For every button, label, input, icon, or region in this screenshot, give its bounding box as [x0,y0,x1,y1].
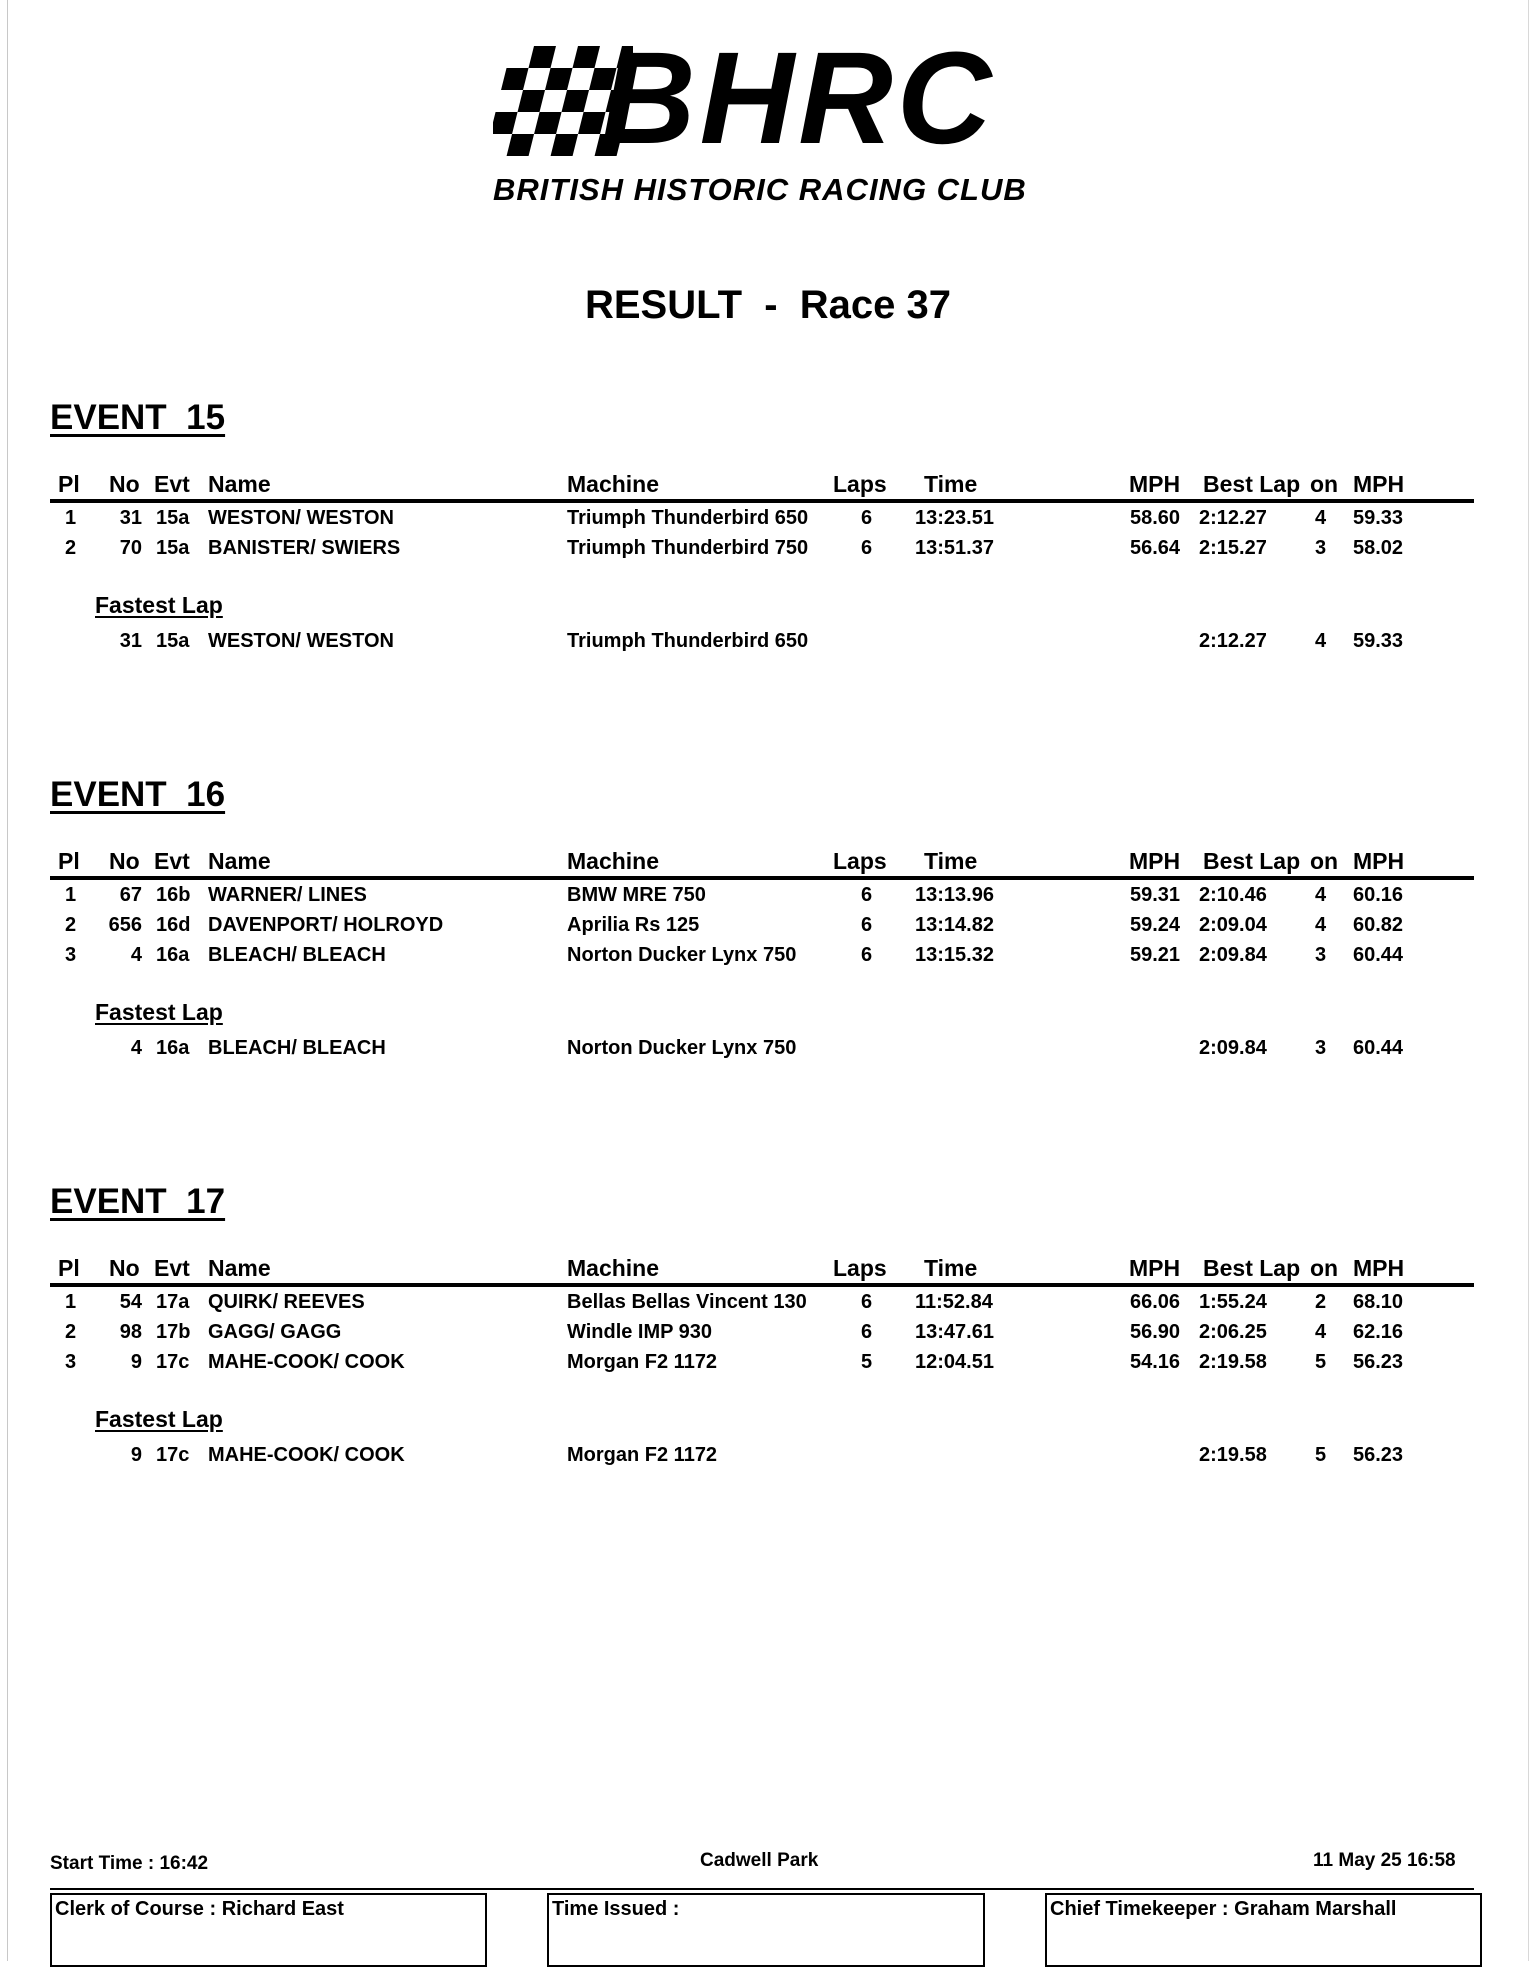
cell-evt: 17c [156,1351,190,1373]
cell-machine: Norton Ducker Lynx 750 [567,1037,797,1059]
cell-machine: Windle IMP 930 [567,1321,713,1343]
cell-evt: 16a [156,944,190,966]
cell-evt: 16b [156,884,191,906]
cell-mph: 56.90 [1130,1321,1181,1343]
cell-best-lap: 2:19.58 [1199,1444,1267,1466]
col-name: Name [208,848,271,874]
cell-name: MAHE-COOK/ COOK [208,1444,405,1466]
col-time: Time [924,1255,978,1281]
logo-wordmark: BHRC [601,24,996,171]
col-on: on [1310,471,1339,497]
fastest-lap-label: Fastest Lap [95,999,223,1025]
col-machine: Machine [567,471,660,497]
cell-mph: 59.24 [1130,914,1181,936]
cell-evt: 16d [156,914,191,936]
time-issued: Time Issued : [552,1898,680,1920]
col-best-mph: MPH [1353,1255,1405,1281]
cell-machine: Morgan F2 1172 [567,1351,718,1373]
cell-best-lap: 2:12.27 [1199,630,1267,652]
cell-pl: 1 [65,1291,77,1313]
col-laps: Laps [833,471,887,497]
col-machine: Machine [567,1255,660,1281]
cell-no: 31 [119,630,142,652]
cell-on: 4 [1315,630,1327,652]
cell-on: 3 [1315,537,1327,559]
cell-on: 3 [1315,944,1327,966]
cell-best-mph: 60.16 [1353,884,1404,906]
cell-on: 3 [1315,1037,1327,1059]
cell-name: MAHE-COOK/ COOK [208,1351,405,1373]
cell-on: 4 [1315,914,1327,936]
start-time: Start Time : 16:42 [50,1853,209,1874]
cell-evt: 17c [156,1444,190,1466]
col-no: No [109,471,140,497]
cell-mph: 54.16 [1130,1351,1181,1373]
cell-laps: 6 [861,537,873,559]
col-pl: Pl [58,471,80,497]
chief-timekeeper-box [1045,1893,1482,1967]
col-name: Name [208,1255,271,1281]
cell-mph: 58.60 [1130,507,1181,529]
cell-laps: 6 [861,507,873,529]
col-no: No [109,848,140,874]
col-name: Name [208,471,271,497]
cell-no: 98 [119,1321,142,1343]
col-pl: Pl [58,1255,80,1281]
col-time: Time [924,471,978,497]
cell-laps: 6 [861,1321,873,1343]
cell-best-mph: 56.23 [1353,1444,1404,1466]
event-title: EVENT 17 [50,1182,226,1221]
cell-pl: 2 [65,914,77,936]
cell-machine: BMW MRE 750 [567,884,706,906]
cell-time: 13:23.51 [915,507,994,529]
col-best-lap: Best Lap [1203,848,1301,874]
col-laps: Laps [833,1255,887,1281]
cell-time: 13:14.82 [915,914,994,936]
cell-no: 4 [130,1037,142,1059]
cell-evt: 17a [156,1291,190,1313]
cell-name: BLEACH/ BLEACH [208,1037,386,1059]
cell-no: 67 [119,884,142,906]
cell-best-lap: 2:19.58 [1199,1351,1267,1373]
logo-subtitle: BRITISH HISTORIC RACING CLUB [493,172,1027,207]
cell-name: DAVENPORT/ HOLROYD [208,914,444,936]
col-best-mph: MPH [1353,471,1405,497]
cell-no: 656 [108,914,142,936]
cell-mph: 66.06 [1130,1291,1181,1313]
cell-name: WESTON/ WESTON [208,630,394,652]
cell-machine: Norton Ducker Lynx 750 [567,944,797,966]
header-rule [50,1283,1474,1287]
cell-name: BANISTER/ SWIERS [208,537,401,559]
cell-machine: Triumph Thunderbird 650 [567,507,809,529]
col-on: on [1310,1255,1339,1281]
col-mph: MPH [1129,848,1181,874]
cell-on: 4 [1315,1321,1327,1343]
cell-pl: 3 [65,944,77,966]
cell-best-mph: 68.10 [1353,1291,1404,1313]
cell-time: 11:52.84 [915,1291,993,1313]
cell-no: 70 [119,537,142,559]
cell-best-lap: 2:09.84 [1199,1037,1267,1059]
col-no: No [109,1255,140,1281]
col-laps: Laps [833,848,887,874]
event-title: EVENT 15 [50,398,226,437]
cell-mph: 59.31 [1130,884,1181,906]
cell-pl: 3 [65,1351,77,1373]
cell-machine: Aprilia Rs 125 [567,914,700,936]
venue: Cadwell Park [700,1850,819,1871]
cell-evt: 17b [156,1321,191,1343]
cell-machine: Triumph Thunderbird 750 [567,537,809,559]
fastest-lap-label: Fastest Lap [95,592,223,618]
cell-laps: 6 [861,884,873,906]
col-evt: Evt [154,471,190,497]
cell-machine: Morgan F2 1172 [567,1444,718,1466]
cell-time: 13:15.32 [915,944,994,966]
cell-name: WARNER/ LINES [208,884,367,906]
cell-pl: 1 [65,507,77,529]
cell-best-mph: 56.23 [1353,1351,1404,1373]
cell-no: 31 [119,507,142,529]
cell-laps: 5 [861,1351,873,1373]
cell-mph: 59.21 [1130,944,1181,966]
cell-machine: Triumph Thunderbird 650 [567,630,809,652]
cell-laps: 6 [861,914,873,936]
col-evt: Evt [154,848,190,874]
cell-evt: 15a [156,507,190,529]
cell-time: 13:13.96 [915,884,994,906]
cell-name: WESTON/ WESTON [208,507,394,529]
time-issued-box [547,1893,985,1967]
cell-best-lap: 1:55.24 [1199,1291,1267,1313]
cell-no: 54 [119,1291,142,1313]
cell-on: 4 [1315,507,1327,529]
header-rule [50,876,1474,880]
cell-best-mph: 60.44 [1353,1037,1404,1059]
col-evt: Evt [154,1255,190,1281]
cell-on: 2 [1315,1291,1327,1313]
cell-name: BLEACH/ BLEACH [208,944,386,966]
chief-timekeeper: Chief Timekeeper : Graham Marshall [1050,1898,1397,1920]
col-time: Time [924,848,978,874]
cell-pl: 2 [65,1321,77,1343]
cell-best-lap: 2:09.04 [1199,914,1267,936]
cell-pl: 1 [65,884,77,906]
cell-evt: 15a [156,630,190,652]
cell-laps: 6 [861,1291,873,1313]
col-machine: Machine [567,848,660,874]
cell-machine: Bellas Bellas Vincent 130 [567,1291,807,1313]
fastest-lap-label: Fastest Lap [95,1406,223,1432]
cell-best-lap: 2:12.27 [1199,507,1267,529]
cell-time: 13:51.37 [915,537,994,559]
cell-best-lap: 2:09.84 [1199,944,1267,966]
cell-evt: 16a [156,1037,190,1059]
cell-best-mph: 59.33 [1353,630,1404,652]
cell-best-mph: 60.44 [1353,944,1404,966]
page-title: RESULT - Race 37 [584,283,952,327]
cell-time: 13:47.61 [915,1321,994,1343]
cell-best-lap: 2:10.46 [1199,884,1267,906]
col-best-lap: Best Lap [1203,1255,1301,1281]
event-title: EVENT 16 [50,775,226,814]
cell-on: 5 [1315,1444,1327,1466]
cell-time: 12:04.51 [915,1351,994,1373]
report-datetime: 11 May 25 16:58 [1313,1850,1456,1871]
cell-on: 4 [1315,884,1327,906]
cell-mph: 56.64 [1130,537,1181,559]
cell-no: 9 [130,1444,142,1466]
footer-rule [50,1888,1474,1890]
cell-no: 4 [130,944,142,966]
col-best-mph: MPH [1353,848,1405,874]
cell-evt: 15a [156,537,190,559]
cell-best-mph: 59.33 [1353,507,1404,529]
cell-pl: 2 [65,537,77,559]
cell-name: GAGG/ GAGG [208,1321,342,1343]
clerk-of-course: Clerk of Course : Richard East [55,1898,344,1920]
bhrc-logo [493,24,1053,215]
col-mph: MPH [1129,1255,1181,1281]
cell-best-mph: 60.82 [1353,914,1404,936]
col-best-lap: Best Lap [1203,471,1301,497]
cell-best-mph: 62.16 [1353,1321,1404,1343]
header-rule [50,499,1474,503]
cell-best-lap: 2:15.27 [1199,537,1267,559]
cell-name: QUIRK/ REEVES [208,1291,365,1313]
cell-on: 5 [1315,1351,1327,1373]
clerk-of-course-box [50,1893,487,1967]
col-on: on [1310,848,1339,874]
cell-best-lap: 2:06.25 [1199,1321,1267,1343]
col-mph: MPH [1129,471,1181,497]
cell-no: 9 [130,1351,142,1373]
cell-best-mph: 58.02 [1353,537,1404,559]
col-pl: Pl [58,848,80,874]
cell-laps: 6 [861,944,873,966]
